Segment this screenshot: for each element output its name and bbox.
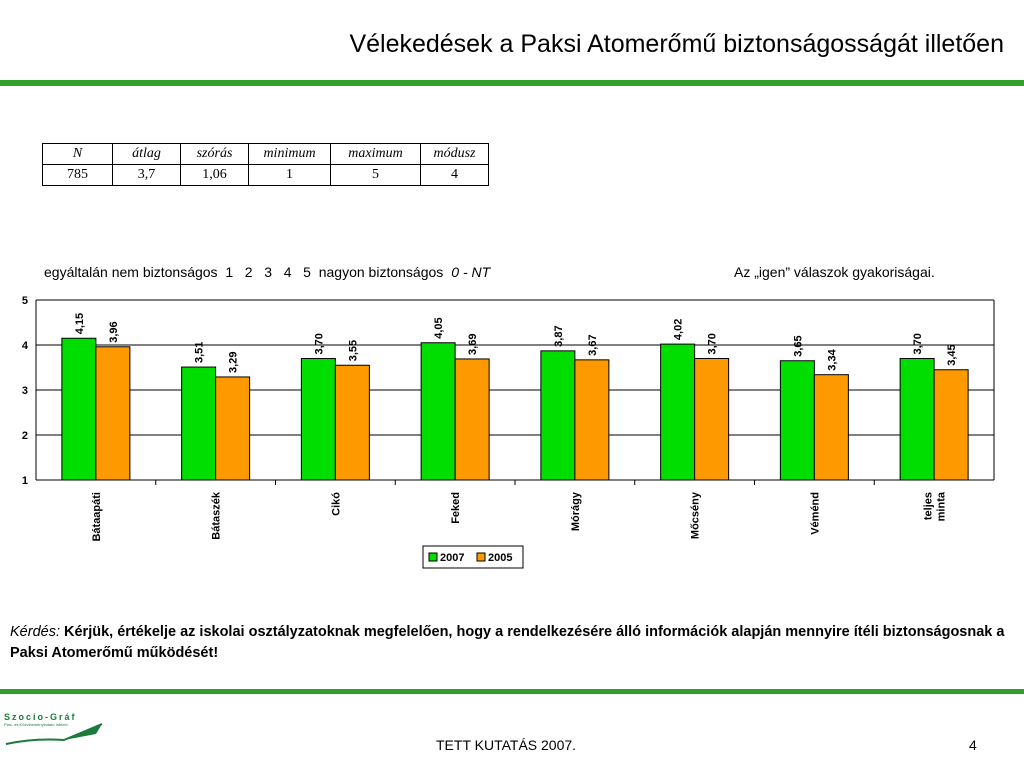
bar-2007 [421,343,455,480]
y-tick-label: 1 [21,475,28,487]
logo-pen-icon [4,720,104,750]
y-tick-label: 2 [21,430,28,442]
data-label: 3,55 [347,339,360,362]
data-label: 3,70 [313,333,326,355]
bar-2007 [661,344,695,480]
bar-2007 [900,359,934,481]
category-label: minta [935,492,948,522]
bar-2005 [455,359,489,480]
logo-subtitle: Piac- és Közvéleménykutató Intézet [4,722,68,727]
data-label: 3,87 [552,325,565,347]
data-label: 4,05 [433,317,446,339]
category-label: Véménd [809,492,822,535]
bar-2005 [335,365,369,480]
scale-text: egyáltalán nem biztonságos 1 2 3 4 5 nagyon biztonságos [44,264,444,280]
page-number: 4 [969,737,977,753]
data-label: 3,69 [467,333,480,355]
data-label: 3,34 [826,349,839,371]
stats-value: 3,7 [113,165,181,186]
data-label: 3,67 [586,334,599,356]
stats-value: 785 [43,165,113,186]
bar-2005 [575,360,609,480]
bar-2005 [216,377,250,480]
y-tick-label: 4 [21,340,28,352]
category-label: Mórágy [569,492,582,532]
data-label: 4,15 [73,312,86,335]
data-label: 3,51 [193,341,206,364]
bar-2007 [62,338,96,480]
page-title: Vélekedések a Paksi Atomerőmű biztonságosságát illetően [349,30,1004,58]
question-block [10,622,1010,664]
stats-header: N [43,144,113,165]
bar-2005 [695,359,729,481]
nt-code: 0 - NT [451,264,491,280]
footer-text: TETT KUTATÁS 2007. [436,737,577,753]
legend-label: 2007 [440,552,465,564]
stats-header: szórás [181,144,249,165]
question-label: Kérdés: [10,624,60,640]
stats-value: 1 [249,165,331,186]
bar-2005 [814,375,848,480]
bar-2005 [96,347,130,480]
data-label: 3,45 [946,344,959,366]
legend-label: 2005 [488,552,513,564]
stats-header: módusz [421,144,489,165]
category-label: Bátaapáti [90,492,103,542]
logo-brand: Szocio-Gráf [4,712,77,722]
data-label: 3,65 [792,335,805,357]
stats-header-row [43,144,489,165]
scale-description [44,264,490,280]
category-label: Bátaszék [210,492,223,540]
bar-2007 [301,359,335,481]
question-text: Kérjük, értékelje az iskolai osztályzatoknak megfelelően, hogy a rendelkezésére álló információk alapján mennyire ítéli biztonságosnak a Paksi Atomerőmű működését! [10,624,1005,661]
bar-chart [0,290,1024,580]
stats-header: maximum [331,144,421,165]
stats-value: 1,06 [181,165,249,186]
data-label: 4,02 [672,318,685,341]
y-tick-label: 5 [21,295,28,307]
stats-value-row [43,165,489,186]
data-label: 3,29 [227,351,240,373]
category-label: Feked [450,492,463,524]
data-label: 3,96 [107,321,120,343]
stats-header: minimum [249,144,331,165]
bar-2007 [541,351,575,480]
top-divider [0,80,1024,86]
stats-table [42,143,489,186]
y-tick-label: 3 [21,385,28,397]
frequency-note: Az „igen” válaszok gyakoriságai. [734,264,935,280]
bottom-divider [0,689,1024,694]
stats-header: átlag [113,144,181,165]
category-label: Cikó [330,492,343,516]
bar-2007 [182,367,216,480]
company-logo [4,712,104,762]
legend-swatch [429,553,437,561]
stats-value: 4 [421,165,489,186]
bar-2007 [780,361,814,480]
category-label: Mőcsény [689,492,702,540]
bar-2005 [934,370,968,480]
data-label: 3,70 [706,333,719,355]
legend-swatch [477,553,485,561]
category-label: teljes [922,492,935,521]
stats-value: 5 [331,165,421,186]
data-label: 3,70 [912,333,925,355]
